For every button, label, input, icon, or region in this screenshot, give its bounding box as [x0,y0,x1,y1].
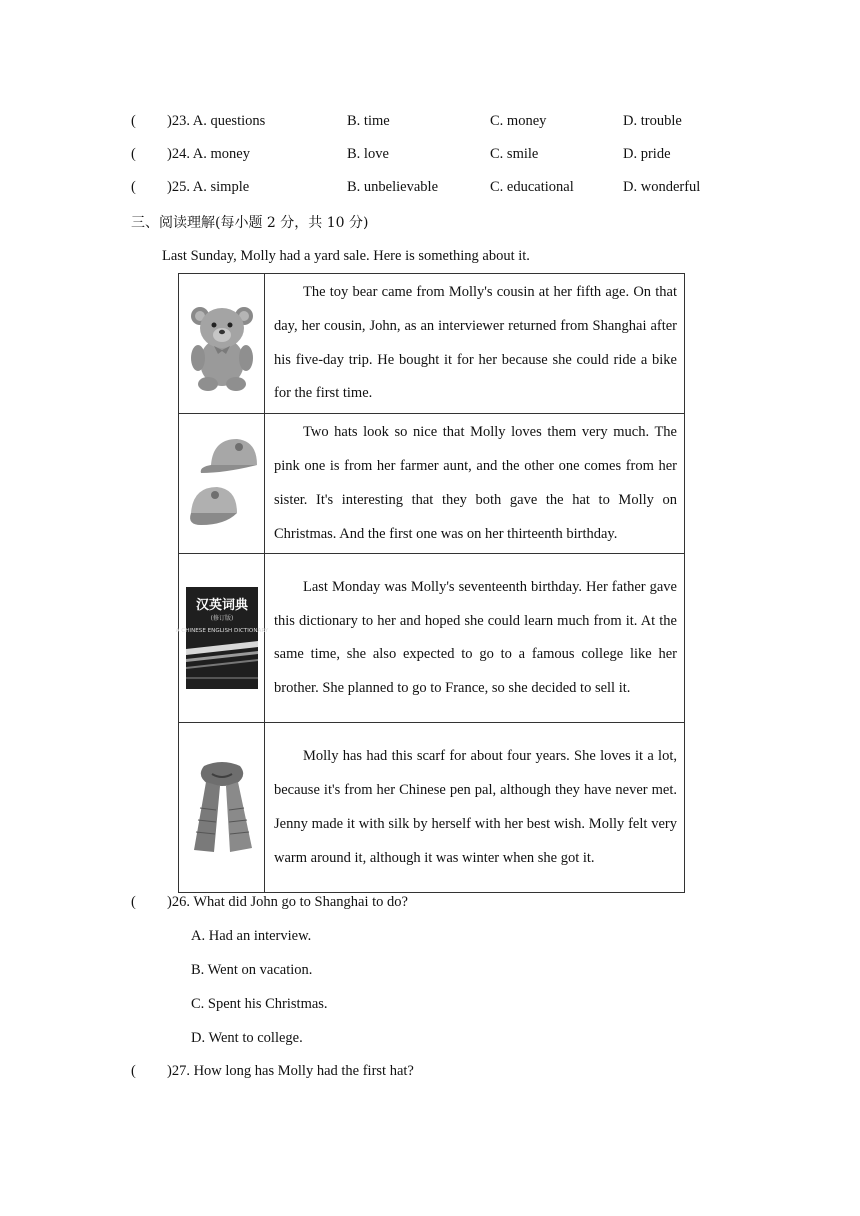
section-title: 三、阅读理解(每小题 2 分，共 10 分) [131,215,369,231]
item-description: Molly has had this scarf for about four years. She loves it a lot, because it's from her Chinese pen pal, although they have never met. Jenny made it with silk by herself with her best wish. Molly felt very warm around it, although it was winter when she got it. [265,723,685,893]
option-c: C. Spent his Christmas. [191,996,328,1012]
reading-intro: Last Sunday, Molly had a yard sale. Here is something about it. [162,248,530,264]
option-b: B. Went on vacation. [191,962,313,978]
item-description: Last Monday was Molly's seventeenth birthday. Her father gave this dictionary to her and hoped she could learn much from it. At the same time, she also expected to go to a famous college like her brother. She planned to go to France, so she decided to sell it. [265,554,685,723]
option-d: D. Went to college. [191,1030,303,1046]
book-subtitle: (修订版) [210,615,233,623]
option-c: C. educational [490,179,574,195]
image-cell [179,414,265,554]
item-description: Two hats look so nice that Molly loves them very much. The pink one is from her farmer aunt, and the other one comes from her sister. It's interesting that they both gave the hat to Molly on Christmas. And the first one was on her thirteenth birthday. [265,414,685,554]
option-d: D. wonderful [623,179,701,195]
question-number-option-a: )23. A. questions [167,113,266,129]
answer-bracket: ( [131,894,136,910]
book-title: 汉英词典 [195,598,248,614]
mc-question-25 [131,179,831,199]
mc-question-23 [131,113,831,133]
table-row [179,554,685,723]
option-b: B. love [347,146,389,162]
teddy-bear-icon [186,296,258,392]
question-number-option-a: )25. A. simple [167,179,250,195]
question-number-option-a: )24. A. money [167,146,250,162]
scarf-icon [186,758,258,858]
image-cell [175,554,268,723]
table-row [179,274,685,414]
book-english-title: A CHINESE ENGLISH DICTIONARY [175,628,268,635]
table-row [179,723,685,893]
mc-question-24 [131,146,831,166]
answer-bracket: ( [131,1063,136,1079]
option-b: B. time [347,113,390,129]
option-a: A. Had an interview. [191,928,312,944]
caps-icon [185,435,259,533]
option-c: C. smile [490,146,539,162]
table-row [179,414,685,554]
option-d: D. trouble [623,113,682,129]
image-cell [179,274,265,414]
option-c: C. money [490,113,547,129]
option-d: D. pride [623,146,671,162]
answer-bracket: ( [131,113,136,129]
item-description: The toy bear came from Molly's cousin at her fifth age. On that day, her cousin, John, as an interviewer returned from Shanghai after his five-day trip. He bought it for her because she could ride a bike for the first time. [265,274,685,414]
question-stem: )27. How long has Molly had the first hat? [167,1063,414,1079]
answer-bracket: ( [131,146,136,162]
dictionary-icon [175,587,268,689]
option-b: B. unbelievable [347,179,439,195]
image-cell [179,723,265,893]
reading-table [175,273,685,893]
answer-bracket: ( [131,179,136,195]
question-stem: )26. What did John go to Shanghai to do? [167,894,408,910]
